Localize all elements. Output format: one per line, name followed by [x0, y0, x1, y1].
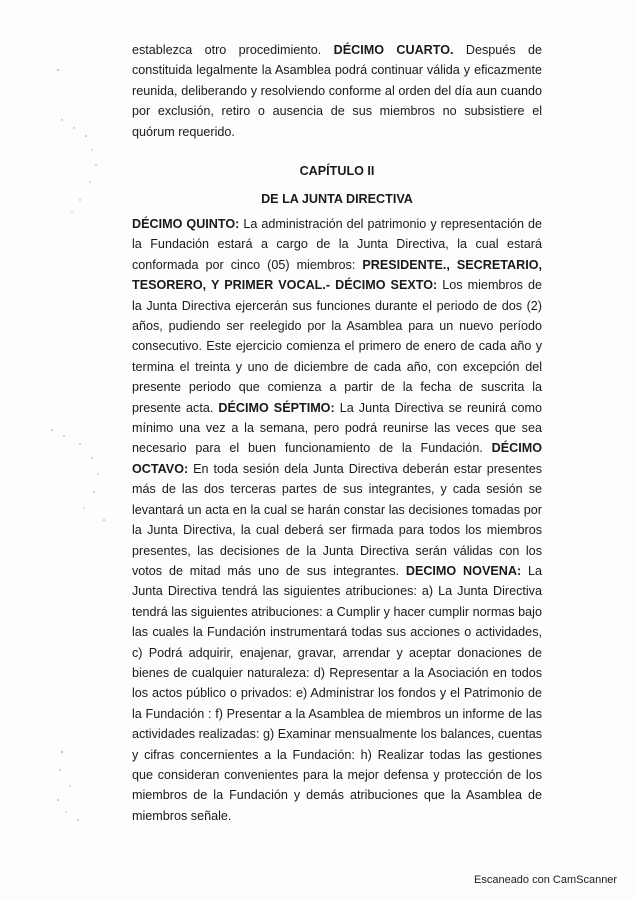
chapter-title: CAPÍTULO II [299, 164, 375, 178]
article-heading-decimo-sexto: PRESIDENTE., SECRETARIO, TESORERO, Y PRIMER VOCAL.- DÉCIMO SEXTO: [132, 257, 542, 293]
text-run: La Junta Directiva tendrá las siguientes atribuciones: a) La Junta Directiva tendrá las siguientes atribuciones: a Cumplir y hacer cumplir normas bajo las cuales la Fundación instrumentará todas sus acciones o actividades, c) Podrá adquirir, enajenar, gravar, arrendar y aceptar donaciones de bienes de cualquier naturaleza: d) Representar a la Asociación en todos los actos público o privados: e) Administrar los fondos y el Patrimonio de la Fundación : f) Presentar a la Asamblea de miembros un informe de las actividades realizadas: g) Examinar mensualmente los balances, cuentas y cifras concernientes a la Fundación: h) Realizar todas las gestiones que consideran convenientes para la mejor defensa y protección de los miembros de la Fundación y demás atribuciones que la Asamblea de miembros señale. [132, 563, 542, 823]
binder-hole-marks-bottom [57, 751, 79, 821]
text-run: En toda sesión dela Junta Directiva deberán estar presentes más de las dos terceras partes de sus integrantes, y cada sesión se levantará un acta en la cual se harán constar las decisiones tomadas por la Junta Directiva, la cual deberá ser firmada para todos los miembros presentes, las decisiones de la Junta Directiva serán válidas con los votos de mitad más uno de sus integrantes. [132, 461, 542, 578]
scanner-watermark: Escaneado con CamScanner [474, 874, 618, 886]
text-run: Después de constituida legalmente la Asamblea podrá continuar válida y eficazmente reunida, deliberando y resolviendo conforme al orden del día aun cuando por exclusión, retiro o ausencia de sus miembros no subsistiere el quórum requerido. [132, 43, 542, 139]
binder-hole-marks-top [57, 69, 97, 213]
article-heading-decimo-octavo: DÉCIMO OCTAVO: [132, 441, 542, 476]
text-run: establezca otro procedimiento. [132, 43, 334, 57]
paragraph-decimo-cuarto [132, 40, 542, 142]
article-heading-decimo-quinto: DÉCIMO QUINTO: [132, 217, 240, 231]
paragraph-junta-directiva [132, 214, 542, 826]
binder-hole-marks-middle [51, 429, 105, 521]
article-heading-decimo-septimo: DÉCIMO SÉPTIMO: [218, 400, 335, 415]
article-heading-decimo-novena: DECIMO NOVENA: [405, 563, 522, 578]
text-run: La Junta Directiva se reunirá como mínimo una vez a la semana, pero podrá reunirse las veces que sea necesario para el buen funcionamiento de la Fundación. [132, 400, 543, 456]
text-run: Los miembros de la Junta Directiva ejercerán sus funciones durante el periodo de dos (2) años, pudiendo ser reelegido por la Asamblea para un nuevo período consecutivo. Este ejercicio comienza el primero de enero de cada año y termina el treinta y uno de diciembre de cada año, con excepción del presente periodo que comienza a partir de la fecha de suscrita la presente acta. [132, 278, 542, 415]
article-heading-decimo-cuarto: DÉCIMO CUARTO. [333, 43, 454, 57]
text-run: La administración del patrimonio y representación de la Fundación estará a cargo de la Junta Directiva, la cual estará conformada por cinco (05) miembros: [132, 217, 542, 272]
chapter-subtitle: DE LA JUNTA DIRECTIVA [261, 192, 413, 206]
